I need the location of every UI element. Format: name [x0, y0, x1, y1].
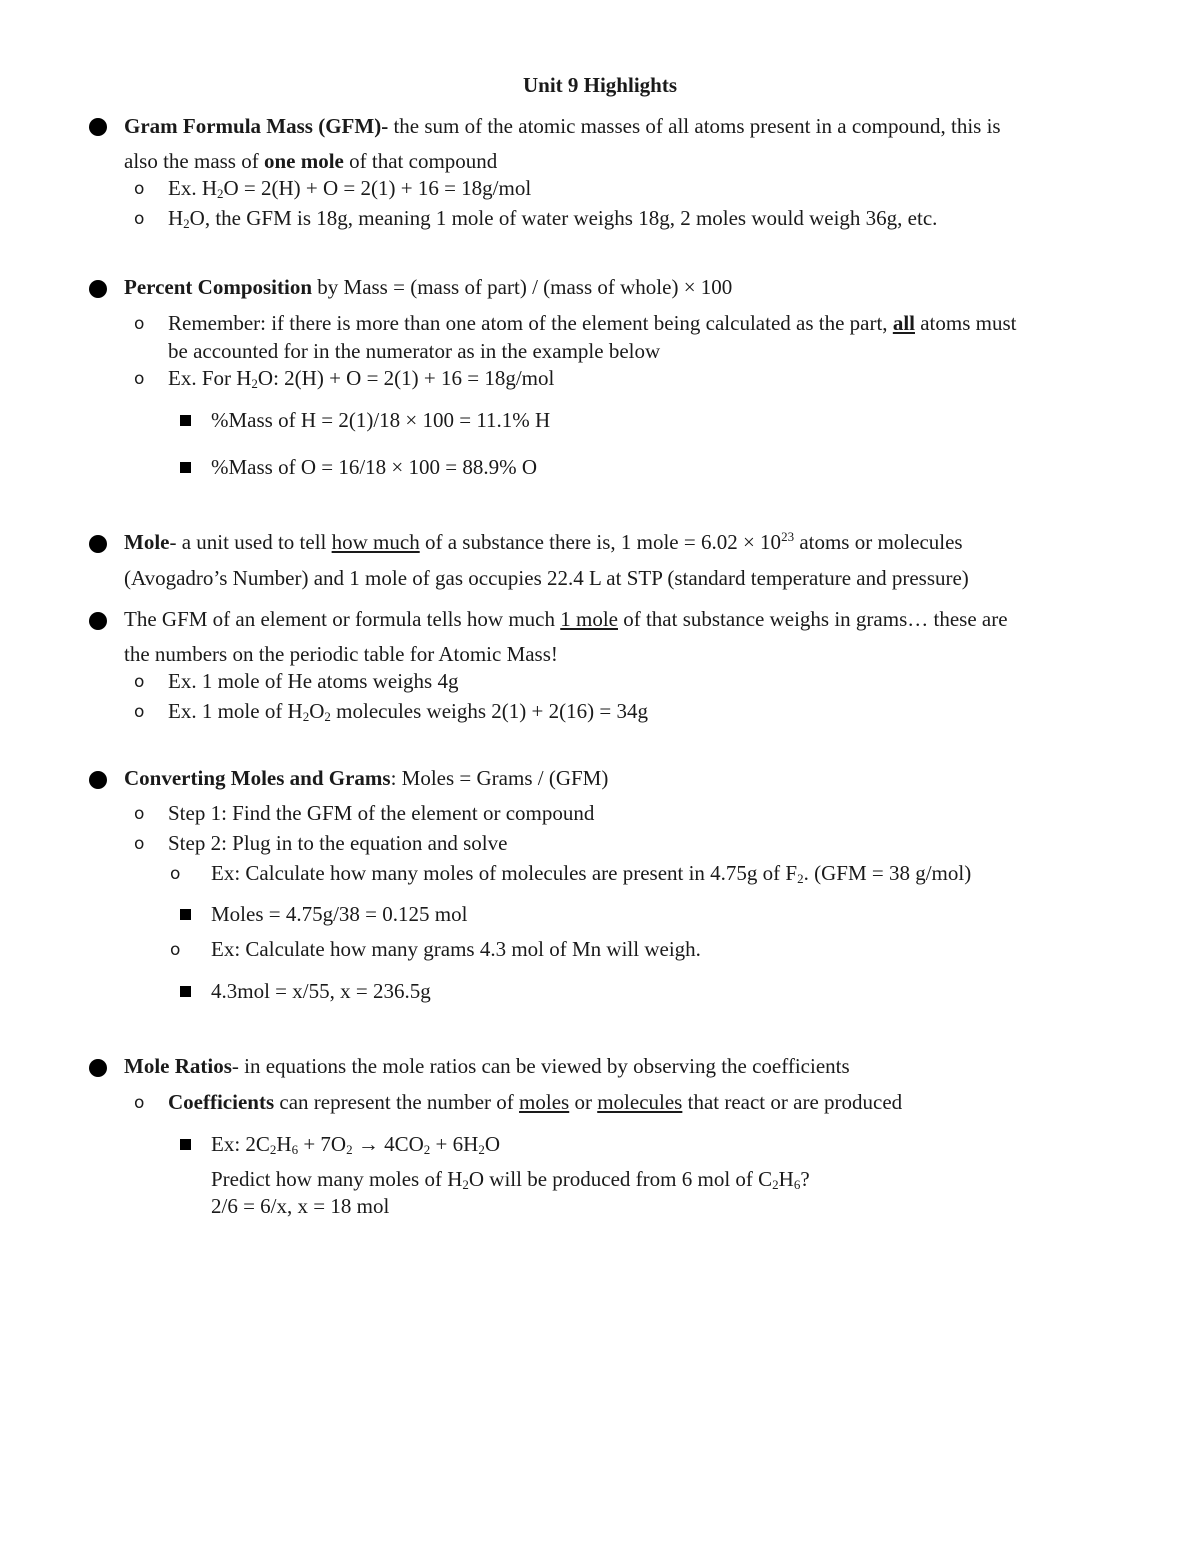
text: H — [778, 1167, 794, 1191]
text: Remember: if there is more than one atom of the element being calculated as the part, — [168, 311, 893, 335]
ratios-line — [124, 1054, 850, 1079]
gfm-example-2 — [168, 206, 937, 231]
bullet-dot — [89, 535, 107, 553]
text: + 6H — [430, 1132, 479, 1156]
mole-term: Mole — [124, 530, 170, 554]
subscript: 2 — [324, 709, 331, 724]
circle-bullet: o — [134, 179, 145, 199]
text: can represent the number of — [274, 1090, 520, 1114]
circle-bullet: o — [134, 702, 145, 722]
text: - a unit used to tell — [169, 530, 332, 554]
bullet-dot — [89, 280, 107, 298]
text: atoms must — [914, 311, 1017, 335]
subscript: 2 — [462, 1177, 469, 1192]
text: molecules weighs 2(1) + 2(16) = 34g — [330, 699, 648, 723]
circle-bullet: o — [134, 369, 145, 389]
percent-composition-line — [124, 275, 732, 300]
subscript: 2 — [797, 871, 804, 886]
gfm-def-text: of that compound — [343, 149, 498, 173]
one-mole-underline: 1 mole — [560, 607, 618, 631]
ratios-coefficients-line — [168, 1090, 902, 1115]
convert-answer-2: 4.3mol = x/55, x = 236.5g — [211, 979, 431, 1003]
text: O: 2(H) + O = 2(1) + 16 = 18g/mol — [257, 366, 555, 390]
gfm2-line-1 — [124, 607, 1008, 632]
convert-term: Converting Moles and Grams — [124, 766, 391, 790]
text: Ex. 1 mole of H — [168, 699, 303, 723]
subscript: 2 — [423, 1142, 431, 1157]
text: Ex: 2C — [211, 1132, 270, 1156]
ratios-equation — [211, 1132, 500, 1157]
subscript: 2 — [183, 216, 190, 231]
percent-term: Percent Composition — [124, 275, 313, 299]
gfm2-example-2 — [168, 699, 648, 724]
text: ? — [800, 1167, 810, 1191]
page-title: Unit 9 Highlights — [522, 73, 678, 97]
subscript: 2 — [251, 376, 258, 391]
percent-remember-line-1 — [168, 311, 1017, 336]
convert-line — [124, 766, 608, 791]
text: or — [569, 1090, 598, 1114]
circle-bullet: o — [134, 209, 145, 229]
percent-mass-o: %Mass of O = 16/18 × 100 = 88.9% O — [211, 455, 538, 479]
subscript: 2 — [269, 1142, 277, 1157]
text: Ex: Calculate how many moles of molecules are present in 4.75g of F — [211, 861, 798, 885]
text: The GFM of an element or formula tells how much — [124, 607, 561, 631]
circle-bullet: o — [134, 834, 145, 854]
text: by Mass = (mass of part) / (mass of whole) × 100 — [312, 275, 733, 299]
gfm2-line-2: the numbers on the periodic table for Atomic Mass! — [124, 642, 558, 666]
gfm2-example-1: Ex. 1 mole of He atoms weighs 4g — [168, 669, 459, 693]
text: H — [168, 206, 184, 230]
circle-bullet: o — [134, 1093, 145, 1113]
gfm-def-text: also the mass of — [124, 149, 264, 173]
circle-bullet: o — [170, 940, 181, 960]
ratios-answer: 2/6 = 6/x, x = 18 mol — [211, 1194, 390, 1218]
ratios-prediction — [211, 1167, 810, 1192]
mole-line-2: (Avogadro’s Number) and 1 mole of gas occupies 22.4 L at STP (standard temperature and pressure) — [124, 566, 969, 590]
text: of that substance weighs in grams… these are — [617, 607, 1008, 631]
text: O will be produced from 6 mol of C — [468, 1167, 773, 1191]
subscript: 2 — [302, 709, 310, 724]
subscript: 6 — [291, 1142, 299, 1157]
text: - in equations the mole ratios can be viewed by observing the coefficients — [231, 1054, 850, 1078]
circle-bullet: o — [134, 672, 145, 692]
subscript: 6 — [793, 1177, 801, 1192]
text: H — [276, 1132, 292, 1156]
moles-underline: moles — [519, 1090, 570, 1114]
bullet-dot — [89, 612, 107, 630]
bullet-dot — [89, 1059, 107, 1077]
text: . (GFM = 38 g/mol) — [803, 861, 972, 885]
gfm-def-text: the sum of the atomic masses of all atoms present in a compound, this is — [388, 114, 1001, 138]
gfm-example-1 — [168, 176, 531, 201]
subscript: 2 — [217, 186, 224, 201]
convert-step-1: Step 1: Find the GFM of the element or compound — [168, 801, 595, 825]
coefficients-term: Coefficients — [168, 1090, 275, 1114]
square-bullet — [180, 462, 191, 473]
text: atoms or molecules — [794, 530, 963, 554]
text: O — [309, 699, 325, 723]
percent-mass-h: %Mass of H = 2(1)/18 × 100 = 11.1% H — [211, 408, 551, 432]
text: → 4CO — [352, 1132, 424, 1156]
convert-example-2: Ex: Calculate how many grams 4.3 mol of Mn will weigh. — [211, 937, 701, 961]
text: Predict how many moles of H — [211, 1167, 463, 1191]
percent-example — [168, 366, 554, 391]
text: O = 2(H) + O = 2(1) + 16 = 18g/mol — [223, 176, 532, 200]
text: Ex. H — [168, 176, 217, 200]
all-emphasis: all — [892, 311, 915, 335]
square-bullet — [180, 986, 191, 997]
percent-remember-line-2: be accounted for in the numerator as in the example below — [168, 339, 661, 363]
ratios-term: Mole Ratios — [124, 1054, 232, 1078]
text: that react or are produced — [682, 1090, 903, 1114]
text: O — [484, 1132, 500, 1156]
superscript: 23 — [781, 529, 795, 544]
subscript: 2 — [346, 1142, 353, 1157]
subscript: 2 — [478, 1142, 485, 1157]
text: of a substance there is, 1 mole = 6.02 × 10 — [419, 530, 782, 554]
gfm-one-mole: one mole — [263, 149, 344, 173]
convert-step-2: Step 2: Plug in to the equation and solve — [168, 831, 508, 855]
text: Ex. For H — [168, 366, 252, 390]
circle-bullet: o — [134, 804, 145, 824]
gfm-definition-line-2 — [124, 149, 497, 174]
square-bullet — [180, 415, 191, 426]
circle-bullet: o — [170, 864, 181, 884]
square-bullet — [180, 1139, 191, 1150]
how-much-underline: how much — [331, 530, 420, 554]
bullet-dot — [89, 771, 107, 789]
subscript: 2 — [772, 1177, 779, 1192]
gfm-definition-line-1 — [124, 114, 1001, 139]
mole-line-1 — [124, 530, 963, 555]
gfm-term: Gram Formula Mass (GFM)- — [124, 114, 389, 138]
bullet-dot — [89, 118, 107, 136]
square-bullet — [180, 909, 191, 920]
convert-answer-1: Moles = 4.75g/38 = 0.125 mol — [211, 902, 468, 926]
convert-example-1 — [211, 861, 971, 886]
text: O, the GFM is 18g, meaning 1 mole of water weighs 18g, 2 moles would weigh 36g, etc. — [189, 206, 938, 230]
text: : Moles = Grams / (GFM) — [390, 766, 609, 790]
text: + 7O — [298, 1132, 347, 1156]
molecules-underline: molecules — [597, 1090, 683, 1114]
circle-bullet: o — [134, 314, 145, 334]
